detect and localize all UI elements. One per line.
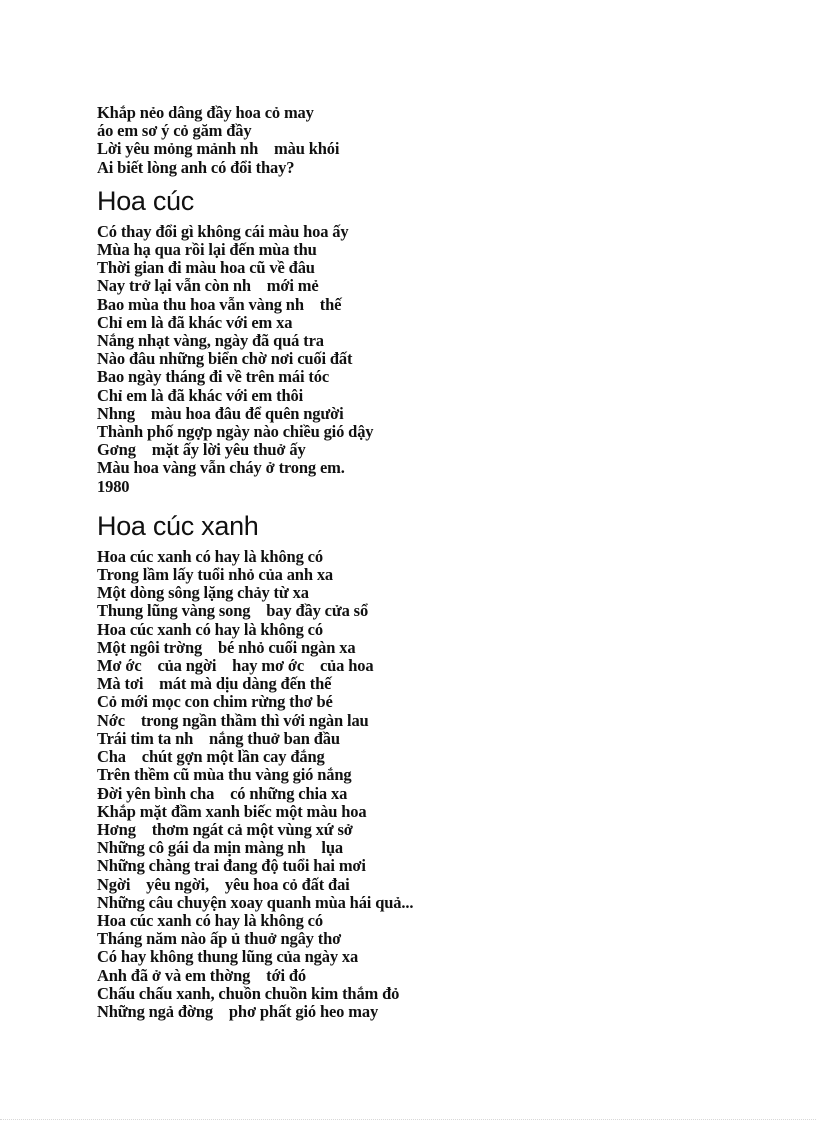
poem-line: Lời yêu mỏng mảnh nh màu khói xyxy=(97,139,340,159)
poem-hoa-cuc-body xyxy=(97,223,777,496)
poem-line: Có thay đổi gì không cái màu hoa ấy xyxy=(97,221,349,241)
poem-line: Nhng màu hoa đâu để quên người xyxy=(97,403,344,423)
poem-line: Những ngả đờng phơ phất gió heo may xyxy=(97,1001,379,1021)
poem-line: Hoa cúc xanh có hay là không có xyxy=(97,546,323,566)
poem-line: Những chàng trai đang độ tuổi hai mơi xyxy=(97,856,366,876)
poem-line: Những cô gái da mịn màng nh lụa xyxy=(97,838,343,858)
poem-line: Tháng năm nào ấp ủ thuở ngây thơ xyxy=(97,929,342,949)
poem-line: Hoa cúc xanh có hay là không có xyxy=(97,619,323,639)
poem-line: Chấu chấu xanh, chuồn chuồn kim thắm đỏ xyxy=(97,983,400,1003)
poem-line: Ngời yêu ngời, yêu hoa cỏ đất đai xyxy=(97,874,350,894)
poem-line: Đời yên bình cha có những chia xa xyxy=(97,783,348,803)
poem-line: Một ngôi trờng bé nhỏ cuối ngàn xa xyxy=(97,637,356,657)
poem-line: Cha chút gợn một lần cay đắng xyxy=(97,747,325,767)
poem-line: Anh đã ở và em thờng tới đó xyxy=(97,965,307,985)
page-bottom-divider xyxy=(0,1119,816,1120)
poem-line: áo em sơ ý cỏ găm đầy xyxy=(97,121,252,141)
poem-line: Gơng mặt ấy lời yêu thuở ấy xyxy=(97,440,306,460)
poem-line: Ai biết lòng anh có đổi thay? xyxy=(97,157,295,177)
poem-line: Những câu chuyện xoay quanh mùa hái quả... xyxy=(97,892,414,912)
poem-line: Khắp nẻo dâng đầy hoa cỏ may xyxy=(97,103,314,122)
poem-line: Nớc trong ngần thầm thì với ngàn lau xyxy=(97,710,369,730)
poem-line: Mà tơi mát mà dịu dàng đến thế xyxy=(97,674,332,694)
poem-line: Chỉ em là đã khác với em xa xyxy=(97,312,293,332)
poem-line: Bao mùa thu hoa vẫn vàng nh thế xyxy=(97,294,342,314)
poem-line: Thung lũng vàng song bay đầy cửa sổ xyxy=(97,601,369,621)
poem-line: Màu hoa vàng vẫn cháy ở trong em. xyxy=(97,458,345,478)
poem-line: Thời gian đi màu hoa cũ về đâu xyxy=(97,258,315,278)
poem-line: Nào đâu những biển chờ nơi cuối đất xyxy=(97,349,353,369)
poem-line: Chỉ em là đã khác với em thôi xyxy=(97,385,304,405)
poem-line: Bao ngày tháng đi về trên mái tóc xyxy=(97,367,330,387)
poem-line: Khắp mặt đầm xanh biếc một màu hoa xyxy=(97,801,367,821)
poem-line: Cỏ mới mọc con chim rừng thơ bé xyxy=(97,692,333,712)
poem-line: Có hay không thung lũng của ngày xa xyxy=(97,947,359,967)
document-page xyxy=(97,104,777,1021)
poem-line: Trong lầm lấy tuổi nhỏ của anh xa xyxy=(97,565,334,585)
poem-line: Mơ ớc của ngời hay mơ ớc của hoa xyxy=(97,656,374,676)
poem-line: Hơng thơm ngát cả một vùng xứ sở xyxy=(97,819,353,839)
poem-line: Mùa hạ qua rồi lại đến mùa thu xyxy=(97,240,317,260)
poem-line: Trên thềm cũ mùa thu vàng gió nắng xyxy=(97,765,352,785)
poem-line: Nay trở lại vẫn còn nh mới mẻ xyxy=(97,276,319,296)
poem-line: 1980 xyxy=(97,476,130,496)
poem-title-hoa-cuc-xanh: Hoa cúc xanh xyxy=(97,510,259,541)
poem-line: Thành phố ngợp ngày nào chiều gió dậy xyxy=(97,422,374,442)
poem-line: Một dòng sông lặng chảy từ xa xyxy=(97,583,309,603)
poem-line: Trái tim ta nh nắng thuở ban đầu xyxy=(97,728,340,748)
poem-line: Nắng nhạt vàng, ngày đã quá tra xyxy=(97,331,324,351)
poem-line: Hoa cúc xanh có hay là không có xyxy=(97,910,323,930)
poem-title-hoa-cuc: Hoa cúc xyxy=(97,185,194,216)
intro-stanza xyxy=(97,104,777,177)
poem-hoa-cuc-xanh-body xyxy=(97,548,777,1021)
